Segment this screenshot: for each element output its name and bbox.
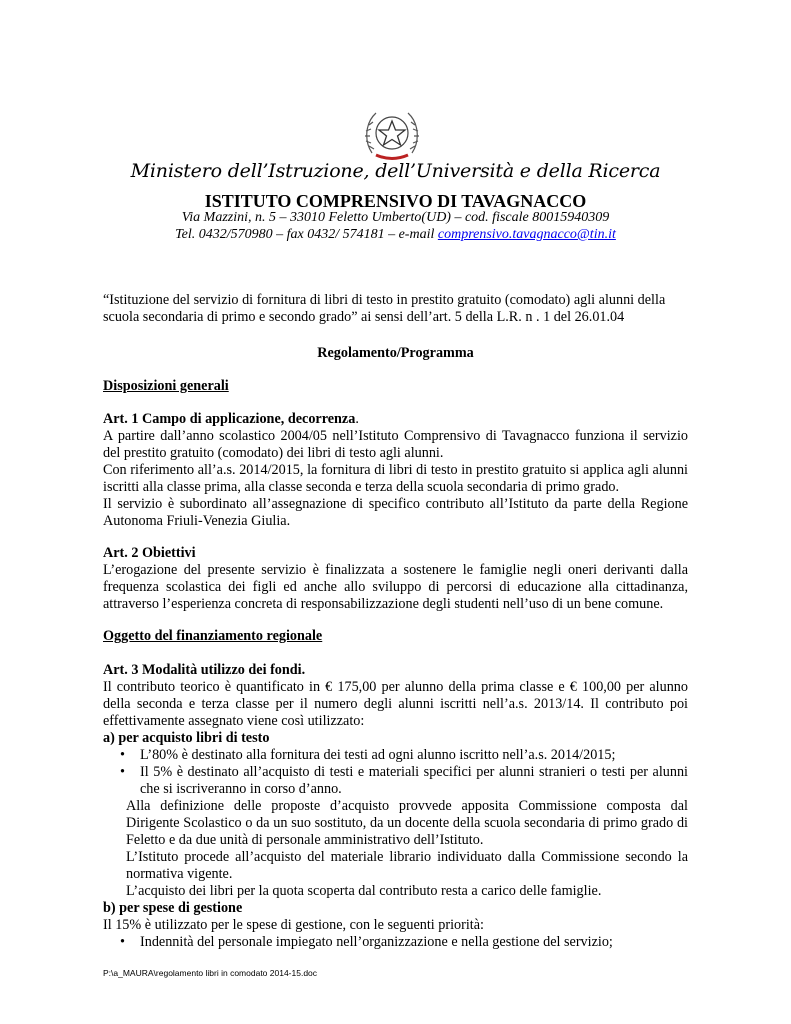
school-contacts: [0, 227, 791, 243]
article-2-p1: L’erogazione del presente servizio è finalizzata a sostenere le famiglie negli oneri derivanti dalla frequenza scolastica dei figli ed anche allo sviluppo di percorsi di educazione alla cittadinanza, attraverso l’esperienza concreta di responsabilizzazione degli studenti nell’uso di un bene comune.: [103, 562, 688, 612]
list-item: [103, 747, 688, 764]
contacts-text: Tel. 0432/570980 – fax 0432/ 574181 – e-mail: [175, 227, 438, 242]
article-3: [103, 662, 688, 951]
bullet-icon: •: [120, 764, 125, 780]
list-item-text: L’80% è destinato alla fornitura dei testi ad ogni alunno iscritto nell’a.s. 2014/2015;: [140, 747, 616, 763]
article-3-p1: Il contributo teorico è quantificato in € 175,00 per alunno della prima classe e € 100,00 per alunno della seconda e terza classe per il numero degli alunni iscritti nell’a.s. 2013/14. Il contributo poi effettivamente assegnato viene così utilizzato:: [103, 679, 688, 729]
bullet-icon: •: [120, 747, 125, 763]
list-item: [103, 764, 688, 798]
footer-file-path: P:\a_MAURA\regolamento libri in comodato 2014-15.doc: [103, 968, 318, 978]
section-heading-general: Disposizioni generali: [103, 378, 229, 394]
article-3-a-p3: L’acquisto dei libri per la quota scoperta dal contributo resta a carico delle famiglie.: [126, 883, 602, 899]
article-2-title: Art. 2 Obiettivi: [103, 545, 196, 561]
article-3-a-p2: L’Istituto procede all’acquisto del materiale librario individuato dalla Commissione secondo la normativa vigente.: [126, 849, 688, 882]
article-3-title: Art. 3 Modalità utilizzo dei fondi.: [103, 662, 306, 678]
article-3-b-p1: Il 15% è utilizzato per le spese di gestione, con le seguenti priorità:: [103, 917, 484, 933]
article-3-a-title: a) per acquisto libri di testo: [103, 730, 270, 746]
article-3-a-list: [103, 747, 688, 798]
article-3-b-list: [103, 934, 688, 951]
email-link[interactable]: comprensivo.tavagnacco@tin.it: [437, 227, 616, 242]
section-heading-funding: Oggetto del finanziamento regionale: [103, 628, 323, 644]
article-1-p1: A partire dall’anno scolastico 2004/05 nell’Istituto Comprensivo di Tavagnacco funziona il servizio del prestito gratuito (comodato) dei libri di testo agli alunni.: [103, 428, 688, 461]
article-2: [103, 545, 688, 613]
school-address: Via Mazzini, n. 5 – 33010 Feletto Umberto(UD) – cod. fiscale 80015940309: [181, 210, 610, 225]
article-1-p3: Il servizio è subordinato all’assegnazione di specifico contributo all’Istituto da parte della Regione Autonoma Friuli-Venezia Giulia.: [103, 496, 688, 529]
school-name: ISTITUTO COMPRENSIVO DI TAVAGNACCO: [204, 191, 587, 211]
list-item-text: Il 5% è destinato all’acquisto di testi e materiali specifici per alunni stranieri o testi per alunni che si iscriveranno in corso d’anno.: [140, 764, 688, 797]
italian-republic-emblem-icon: [362, 105, 422, 163]
list-item-text: Indennità del personale impiegato nell’organizzazione e nella gestione del servizio;: [140, 934, 613, 950]
article-1: [103, 411, 688, 530]
article-3-b-title: b) per spese di gestione: [103, 900, 243, 916]
article-1-p2: Con riferimento all’a.s. 2014/2015, la fornitura di libri di testo in prestito gratuito si applica agli alunni iscritti alla classe prima, alla classe seconda e terza della scuola secondaria di primo grado.: [103, 462, 688, 495]
document-subtitle: Regolamento/Programma: [317, 345, 474, 361]
article-3-a-p1: Alla definizione delle proposte d’acquisto provvede apposita Commissione composta dal Dirigente Scolastico o da un suo sostituto, da un docente della scuola secondaria di primo grado di Feletto e da due unità di personale amministrativo dell’Istituto.: [126, 798, 688, 848]
intro-paragraph: “Istituzione del servizio di fornitura di libri di testo in prestito gratuito (comodato) agli alunni della scuola secondaria di primo e secondo grado” ai sensi dell’art. 5 della L.R. n . 1 del 26.01.04: [103, 292, 666, 325]
article-1-title-suffix: .: [355, 411, 359, 427]
article-1-title: Art. 1 Campo di applicazione, decorrenza: [103, 411, 356, 427]
ministry-title: Ministero dell’Istruzione, dell’Università e della Ricerca: [130, 160, 661, 182]
list-item: [103, 934, 688, 951]
bullet-icon: •: [120, 934, 125, 950]
